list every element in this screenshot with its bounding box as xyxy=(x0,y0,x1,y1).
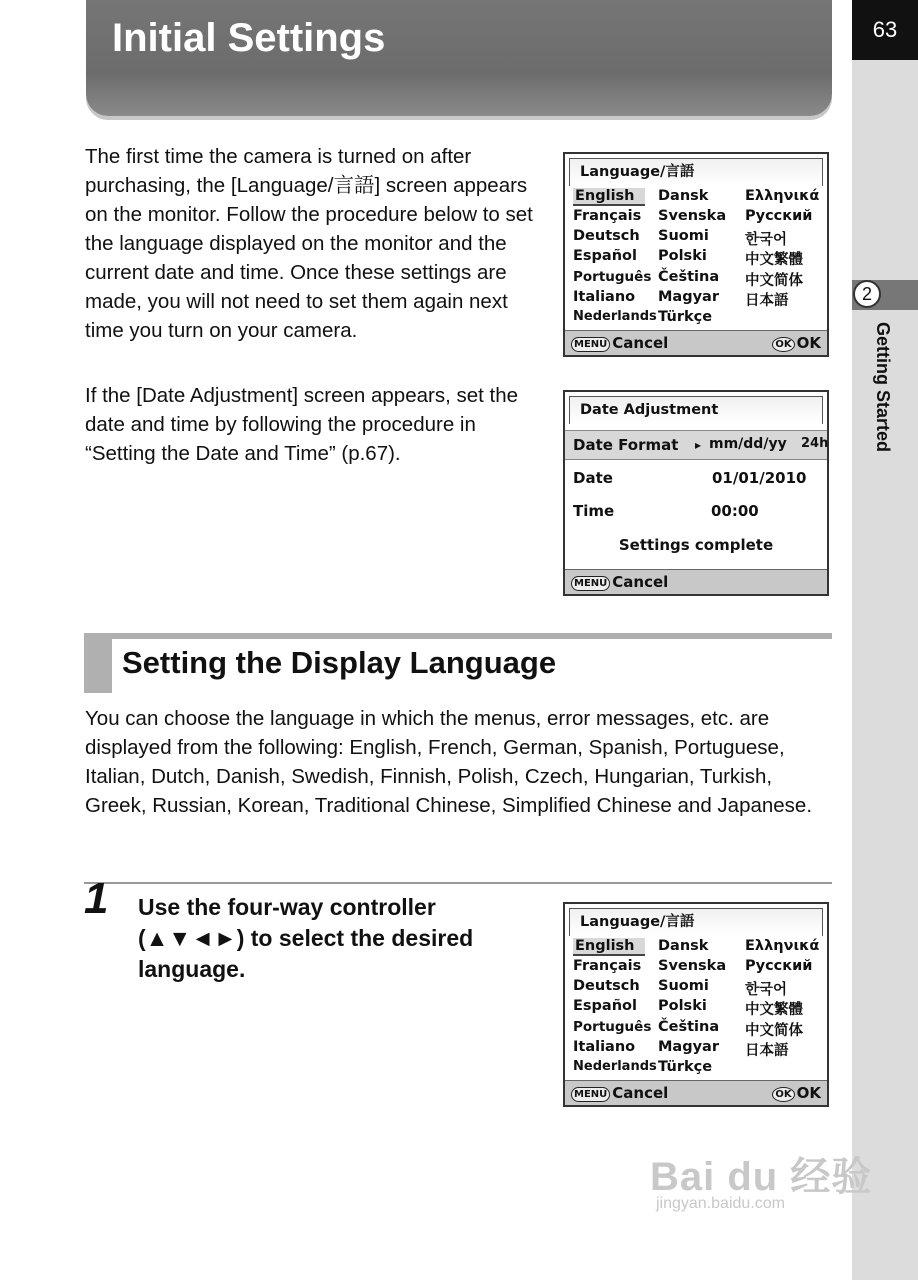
ok-button-icon: OK xyxy=(772,337,794,352)
date-label: Date xyxy=(573,469,613,487)
lang-option[interactable]: Magyar xyxy=(658,289,719,305)
ok-control[interactable] xyxy=(772,1081,821,1105)
time-row[interactable] xyxy=(565,497,827,525)
intro-paragraph: The first time the camera is turned on after purchasing, the [Language/言語] screen appears on the monitor. Follow the procedure below to set the language displayed on the monitor and the current date and time. Once these settings are made, you will not need to set them again next time you turn on your camera. xyxy=(85,145,533,342)
menu-button-icon: MENU xyxy=(571,337,610,352)
chapter-number: 2 xyxy=(853,280,881,308)
side-tab-strip xyxy=(852,0,918,1280)
lang-option[interactable]: 한국어 xyxy=(745,982,788,998)
lang-option[interactable]: Nederlands xyxy=(573,1059,657,1074)
page-number: 63 xyxy=(852,0,918,60)
lang-option[interactable]: 日本語 xyxy=(745,293,789,309)
lang-option[interactable]: Français xyxy=(573,208,642,224)
date-format-row[interactable] xyxy=(565,430,827,460)
lang-option[interactable]: Deutsch xyxy=(573,228,640,244)
cancel-control[interactable] xyxy=(571,1081,668,1105)
lang-option[interactable]: Italiano xyxy=(573,1039,636,1055)
lang-option[interactable]: Español xyxy=(573,998,637,1014)
section-body: You can choose the language in which the menus, error messages, etc. are displayed from the following: English, French, German, Spanish, Portuguese, Italian, Dutch, Danish, Swedish, Finnish, Polish, Czech, Hungarian, Turkish, Greek, Russian, Korean, Traditional Chinese, Simplified Chinese and Japanese. xyxy=(85,707,813,817)
menu-button-icon: MENU xyxy=(571,576,610,591)
lang-option[interactable]: Русский xyxy=(745,208,813,224)
date-note-paragraph: If the [Date Adjustment] screen appears, set the date and time by following the procedure in “Setting the Date and Time” (p.67). xyxy=(85,384,519,465)
date-row[interactable] xyxy=(565,464,827,492)
lang-option[interactable]: Suomi xyxy=(658,228,709,244)
date-format-value: mm/dd/yy xyxy=(709,436,787,452)
lang-option[interactable]: Polski xyxy=(658,248,707,264)
date-value: 01/01/2010 xyxy=(712,469,807,487)
page-title: Initial Settings xyxy=(112,16,386,60)
chapter-label: Getting Started xyxy=(873,322,893,453)
ok-label: OK xyxy=(796,1084,821,1102)
cancel-label: Cancel xyxy=(612,334,669,352)
section-heading xyxy=(84,633,832,693)
time-value: 00:00 xyxy=(711,502,759,520)
step-number: 1 xyxy=(84,874,109,923)
lang-option[interactable]: 한국어 xyxy=(745,232,788,248)
step-instruction: Use the four-way controller (▲▼◄►) to select the desired language. xyxy=(138,894,474,982)
lang-option[interactable]: Svenska xyxy=(658,958,727,974)
lang-option[interactable]: Deutsch xyxy=(573,978,640,994)
ok-control[interactable] xyxy=(772,331,821,355)
lang-option-selected[interactable]: English xyxy=(573,188,645,206)
lang-option[interactable]: Dansk xyxy=(658,938,709,954)
cancel-control[interactable] xyxy=(571,570,668,594)
lang-option[interactable]: Dansk xyxy=(658,188,709,204)
lang-option[interactable]: Nederlands xyxy=(573,309,657,324)
date-adjustment-screen xyxy=(563,390,829,596)
lang-option[interactable]: Čeština xyxy=(658,1019,720,1035)
lang-option[interactable]: Português xyxy=(573,1019,652,1035)
lang-option[interactable]: Español xyxy=(573,248,637,264)
step-divider xyxy=(84,882,832,884)
lang-option[interactable]: Türkçe xyxy=(658,309,713,325)
cancel-control[interactable] xyxy=(571,331,668,355)
screen-header: Language/言語 xyxy=(569,158,823,186)
lang-option[interactable]: 中文繁體 xyxy=(745,252,803,268)
screen-footer xyxy=(565,1080,827,1105)
lang-option[interactable]: Français xyxy=(573,958,642,974)
lang-option[interactable]: Svenska xyxy=(658,208,727,224)
settings-complete-row[interactable] xyxy=(565,531,827,559)
right-arrow-icon: ▸ xyxy=(695,438,702,452)
lang-option[interactable]: 日本語 xyxy=(745,1043,789,1059)
section-title: Setting the Display Language xyxy=(122,645,557,680)
lang-option[interactable]: Türkçe xyxy=(658,1059,713,1075)
lang-option[interactable]: Ελληνικά xyxy=(745,188,820,204)
section-marker xyxy=(84,633,112,693)
language-screen-step xyxy=(563,902,829,1107)
watermark-url: jingyan.baidu.com xyxy=(656,1195,785,1212)
lang-option[interactable]: Magyar xyxy=(658,1039,719,1055)
lang-option[interactable]: 中文简体 xyxy=(745,1023,803,1039)
screen-header: Date Adjustment xyxy=(569,396,823,424)
lang-option[interactable]: Português xyxy=(573,269,652,285)
time-label: Time xyxy=(573,502,615,520)
lang-option[interactable]: Italiano xyxy=(573,289,636,305)
language-screen xyxy=(563,152,829,357)
baidu-watermark xyxy=(650,1145,873,1212)
lang-option[interactable]: Čeština xyxy=(658,269,720,285)
time-format-value: 24h xyxy=(801,436,829,451)
ok-button-icon: OK xyxy=(772,1087,794,1102)
lang-option[interactable]: 中文繁體 xyxy=(745,1002,803,1018)
section-rule xyxy=(84,633,832,639)
screen-header: Language/言語 xyxy=(569,908,823,936)
lang-option[interactable]: Ελληνικά xyxy=(745,938,820,954)
lang-option[interactable]: Suomi xyxy=(658,978,709,994)
cancel-label: Cancel xyxy=(612,573,669,591)
ok-label: OK xyxy=(796,334,821,352)
settings-complete-label: Settings complete xyxy=(618,536,774,554)
date-format-label: Date Format xyxy=(573,436,679,454)
menu-button-icon: MENU xyxy=(571,1087,610,1102)
lang-option[interactable]: Polski xyxy=(658,998,707,1014)
lang-option[interactable]: Русский xyxy=(745,958,813,974)
lang-option-selected[interactable]: English xyxy=(573,938,645,956)
watermark-brand: Bai du 经验 xyxy=(650,1155,873,1199)
lang-option[interactable]: 中文简体 xyxy=(745,273,803,289)
screen-footer xyxy=(565,569,827,594)
screen-footer xyxy=(565,330,827,355)
cancel-label: Cancel xyxy=(612,1084,669,1102)
